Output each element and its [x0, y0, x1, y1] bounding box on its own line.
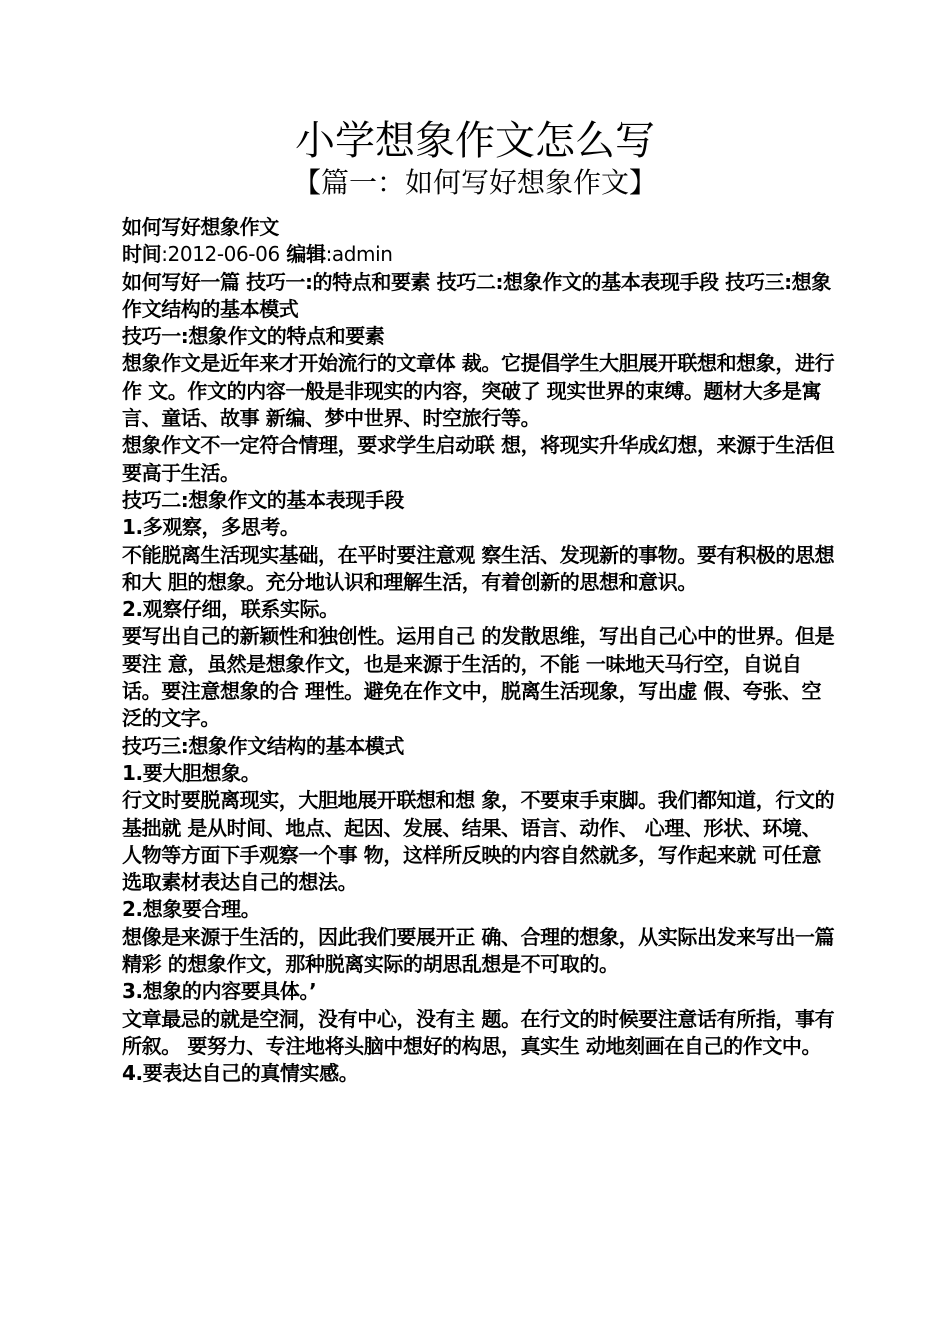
article-body — [116, 214, 836, 1088]
paragraph: 文章最忌的就是空洞，没有中心，没有主 题。在行文的时候要注意话有所指，事有所叙。 要努力、专注地将头脑中想好的构思，真实生 动地刻画在自己的作文中。 — [122, 1006, 835, 1058]
article-heading: 如何写好想象作文 — [122, 215, 279, 239]
document-title: 小学想象作文怎么写 — [295, 118, 655, 164]
section-heading: 技巧一:想象作文的特点和要素 — [122, 324, 385, 349]
article-toc: 如何写好一篇 技巧一:的特点和要素 技巧二:想象作文的基本表现手段 技巧三:想象作文结构的基本模式 — [122, 269, 831, 321]
list-item: 2.观察仔细，联系实际。 — [122, 597, 339, 622]
list-item: 3.想象的内容要具体。’ — [122, 979, 317, 1004]
paragraph: 行文时要脱离现实，大胆地展开联想和想 象，不要束手束脚。我们都知道，行文的基拙就 是从时间、地点、起因、发展、结果、语言、动作、 心理、形状、环境、人物等方面下手观察一个事 物，这样所反映的内容自然就多，写作起来就 可任意选取素材表达自己的想法。 — [122, 788, 835, 895]
meta-editor: :admin — [325, 242, 393, 267]
list-item: 4.要表达自己的真情实感。 — [122, 1061, 359, 1086]
meta-editor-label: 编辑 — [286, 242, 326, 267]
list-item: 1.要大胆想象。 — [122, 760, 261, 785]
meta-time: :2012-06-06 — [161, 242, 280, 267]
section-heading: 技巧二:想象作文的基本表现手段 — [122, 487, 404, 512]
paragraph: 想像是来源于生活的，因此我们要展开正 确、合理的想象，从实际出发来写出一篇精彩 的想象作文，那种脱离实际的胡思乱想是不可取的。 — [122, 924, 835, 977]
paragraph: 要写出自己的新颖性和独创性。运用自己 的发散思维，写出自己心中的世界。但是要注 意，虽然是想象作文，也是来源于生活的，不能 一味地天马行空，自说自话。要注意想象的合 理性。避免在作文中，脱离生活现象，写出虚 假、夸张、空泛的文字。 — [122, 624, 835, 731]
list-item: 1.多观察，多思考。 — [122, 515, 300, 540]
paragraph: 想象作文是近年来才开始流行的文章体 裁。它提倡学生大胆展开联想和想象，进行作 文。作文的内容一般是非现实的内容，突破了 现实世界的束缚。题材大多是寓言、童话、故事 新编、梦中世界、时空旅行等。 — [122, 351, 835, 431]
meta-time-label: 时间 — [122, 242, 162, 267]
list-item: 2.想象要合理。 — [122, 897, 261, 922]
document-subtitle: 【篇一：如何写好想象作文】 — [292, 166, 657, 199]
article-meta — [116, 241, 836, 268]
paragraph: 不能脱离生活现实基础，在平时要注意观 察生活、发现新的事物。要有积极的思想和大 胆的想象。充分地认识和理解生活，有着创新的思想和意识。 — [122, 542, 835, 594]
paragraph: 想象作文不一定符合情理，要求学生启动联 想，将现实升华成幻想，来源于生活但要高于生活。 — [122, 433, 835, 485]
section-heading: 技巧三:想象作文结构的基本模式 — [122, 733, 404, 758]
